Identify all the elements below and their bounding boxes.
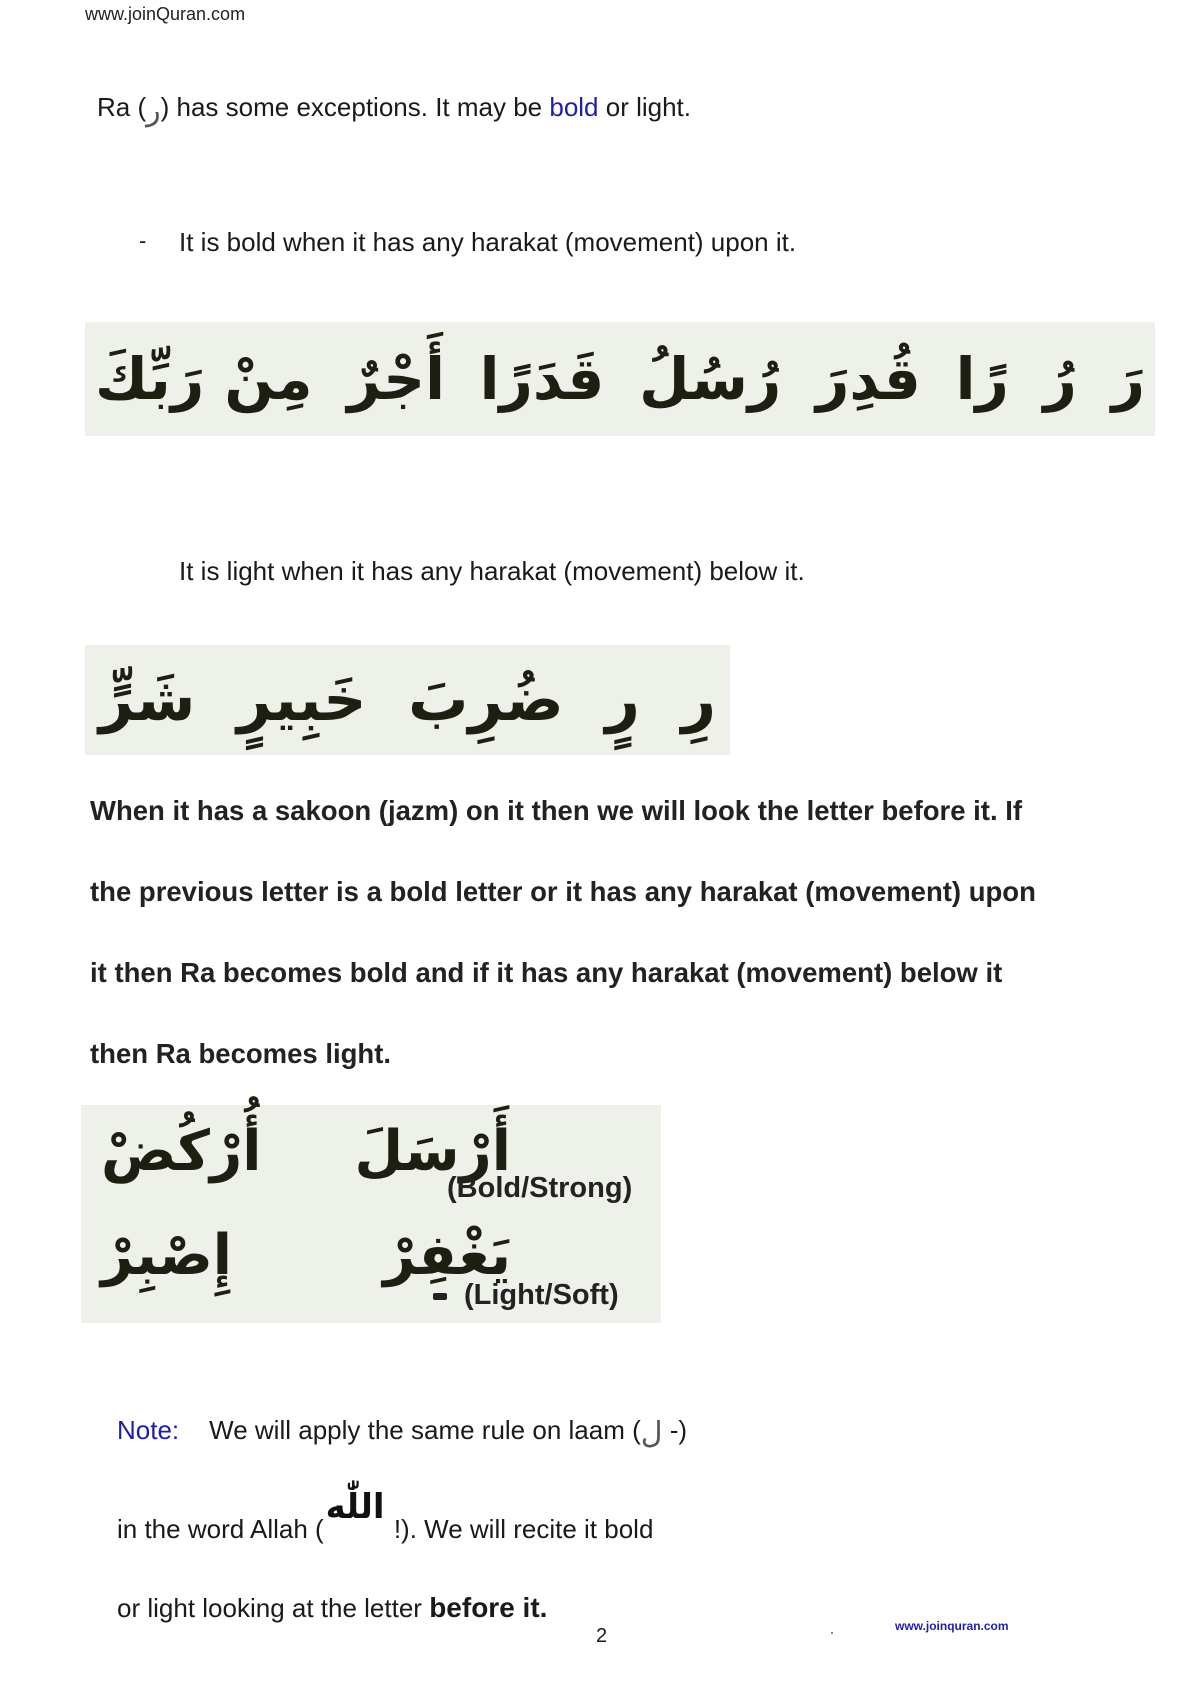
- note-label: Note:: [117, 1415, 180, 1445]
- arabic-example: أَرْسَلَ: [354, 1119, 511, 1184]
- intro-paragraph: [97, 92, 691, 128]
- soft-examples-row: [101, 1223, 511, 1288]
- arabic-example: خَبِيرٍ: [236, 665, 367, 735]
- arabic-example: يَغْفِرْ: [383, 1223, 511, 1288]
- arabic-example: رَ: [1111, 345, 1145, 413]
- arabic-bold-examples: [85, 322, 1155, 436]
- note-line2-pre: in the word Allah (: [117, 1514, 324, 1544]
- note-line1-post: -): [662, 1415, 688, 1445]
- arabic-example: رُسُلُ: [639, 345, 782, 413]
- arabic-example: قَدَرًا: [479, 345, 605, 413]
- sakoon-line: the previous letter is a bold letter or it has any harakat (movement) upon: [90, 876, 1036, 907]
- speck: [831, 1632, 833, 1634]
- intro-post: or light.: [598, 92, 692, 122]
- arabic-example: رُ: [1043, 345, 1077, 413]
- note-line3-pre: or light looking at the letter: [117, 1593, 430, 1623]
- intro-bold-word: bold: [549, 92, 599, 122]
- sakoon-paragraph: [90, 770, 1150, 1094]
- laam-letter-glyph: ل: [640, 1416, 663, 1451]
- arabic-example: إِصْبِرْ: [101, 1223, 233, 1288]
- allah-glyph: اللّٰه: [325, 1487, 385, 1527]
- ra-letter-glyph: ر: [146, 93, 161, 128]
- footer-url[interactable]: www.joinquran.com: [895, 1619, 1009, 1633]
- note-line-1: [117, 1415, 687, 1451]
- sakoon-line: then Ra becomes light.: [90, 1038, 392, 1069]
- page-number: 2: [596, 1625, 608, 1647]
- arabic-example: أُرْكُضْ: [101, 1119, 262, 1184]
- arabic-example: رٍ: [605, 665, 640, 735]
- arabic-example: ضُرِبَ: [408, 665, 564, 735]
- strong-label: (Bold/Strong): [447, 1172, 633, 1204]
- arabic-example: شَرٍّ: [99, 665, 196, 735]
- soft-label: (Light/Soft): [464, 1279, 619, 1311]
- arabic-light-examples: [85, 645, 730, 755]
- bullet-dash: -: [139, 228, 147, 253]
- note-line1-pre: We will apply the same rule on laam (: [209, 1415, 641, 1445]
- note-line-3: [117, 1592, 547, 1624]
- note-line-2: [117, 1487, 654, 1547]
- arabic-example: رًا: [955, 345, 1009, 413]
- note-line3-bold: before it.: [429, 1592, 548, 1623]
- note-line2-post: !). We will recite it bold: [386, 1514, 654, 1544]
- sakoon-line: When it has a sakoon (jazm) on it then we will look the letter before it. If: [90, 795, 1023, 826]
- arabic-example: أَجْرٌ: [347, 345, 445, 413]
- sakoon-examples-box: [81, 1105, 661, 1323]
- sakoon-line: it then Ra becomes bold and if it has any harakat (movement) below it: [90, 957, 1003, 988]
- arabic-example: قُدِرَ: [816, 345, 921, 413]
- header-url[interactable]: www.joinQuran.com: [85, 4, 246, 24]
- pointer-dot: [433, 1293, 447, 1300]
- intro-mid: ) has some exceptions. It may be: [160, 92, 550, 122]
- intro-pre: Ra (: [97, 92, 147, 122]
- arabic-example: رِ: [681, 665, 716, 735]
- bullet-light-text: It is light when it has any harakat (movement) below it.: [179, 556, 805, 586]
- bullet-bold-text: It is bold when it has any harakat (movement) upon it.: [179, 227, 797, 257]
- arabic-example: مِنْ رَبِّكَ: [95, 345, 313, 413]
